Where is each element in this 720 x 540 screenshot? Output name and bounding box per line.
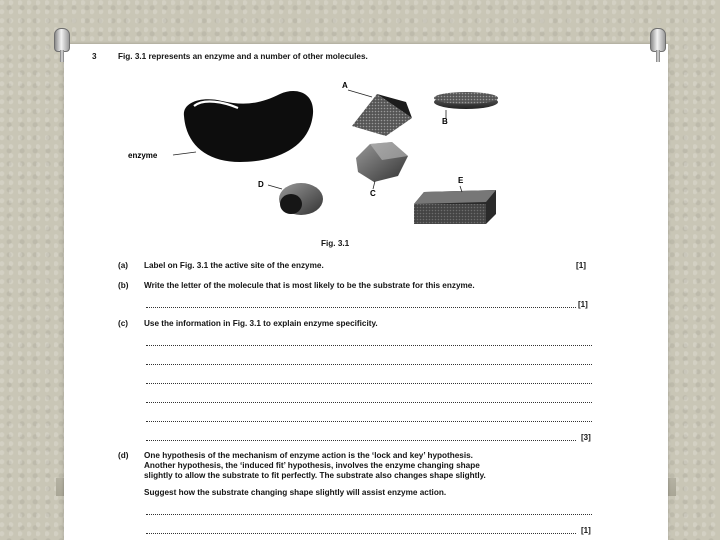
part-d-letter: (d) (118, 451, 129, 460)
part-b-letter: (b) (118, 281, 129, 290)
part-d-line-1: One hypothesis of the mechanism of enzyme action is the ‘lock and key’ hypothesis. (144, 451, 473, 460)
label-c: C (370, 189, 376, 198)
answer-line-c1[interactable] (146, 345, 592, 346)
question-number: 3 (92, 52, 97, 61)
part-d-marks: [1] (581, 526, 591, 535)
part-c-letter: (c) (118, 319, 129, 328)
part-c-text: Use the information in Fig. 3.1 to explain enzyme specificity. (144, 319, 378, 328)
part-d-line-3: slightly to allow the substrate to fit perfectly. The substrate also changes shape slightly. (144, 471, 486, 480)
figure-caption: Fig. 3.1 (321, 239, 350, 248)
part-a-text: Label on Fig. 3.1 the active site of the enzyme. (144, 261, 324, 270)
molecule-a (352, 94, 412, 136)
part-b-text: Write the letter of the molecule that is most likely to be the substrate for this enzyme. (144, 281, 475, 290)
label-e: E (458, 176, 464, 185)
part-a-letter: (a) (118, 261, 129, 270)
part-d-line-2: Another hypothesis, the ‘induced fit’ hypothesis, involves the enzyme changing shape (144, 461, 480, 470)
answer-line-d1[interactable] (146, 514, 592, 515)
label-enzyme: enzyme (128, 151, 158, 160)
answer-line-c2[interactable] (146, 364, 592, 365)
answer-line-b[interactable] (146, 307, 576, 308)
answer-line-d2[interactable] (146, 533, 576, 534)
pushpin-left-icon (54, 28, 70, 62)
part-c-marks: [3] (581, 433, 591, 442)
label-d: D (258, 180, 264, 189)
label-a: A (342, 81, 348, 90)
answer-line-c6[interactable] (146, 440, 576, 441)
answer-line-c4[interactable] (146, 402, 592, 403)
part-a-marks: [1] (575, 261, 586, 270)
figure-3-1 (86, 44, 604, 244)
pushpin-right-icon (650, 28, 666, 62)
exam-paper (86, 44, 604, 540)
part-d-prompt: Suggest how the substrate changing shape slightly will assist enzyme action. (144, 488, 447, 497)
answer-line-c3[interactable] (146, 383, 592, 384)
label-b: B (442, 117, 448, 126)
part-b-marks: [1] (578, 300, 588, 309)
question-intro: Fig. 3.1 represents an enzyme and a number of other molecules. (118, 52, 368, 61)
answer-line-c5[interactable] (146, 421, 592, 422)
